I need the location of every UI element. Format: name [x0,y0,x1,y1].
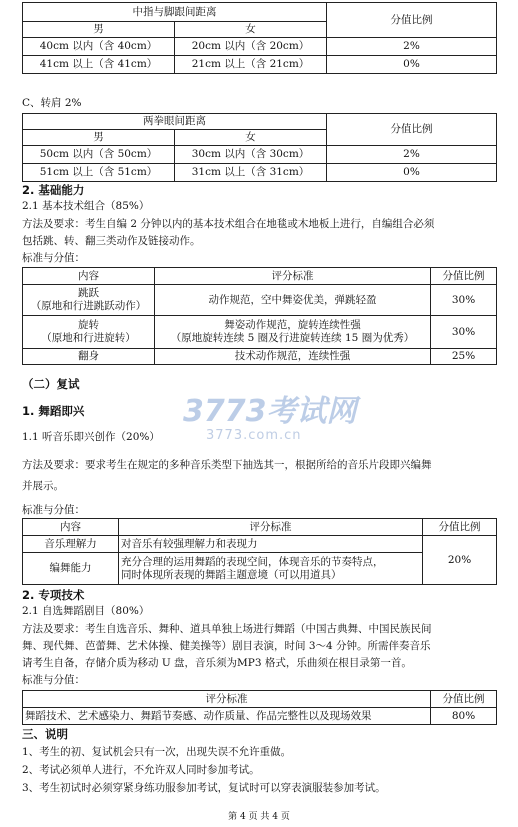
table-cell-content [23,285,155,316]
table-cell-standard: 对音乐有较强理解力和表现力 [119,536,423,553]
table-cell-standard: 舞蹈技术、艺术感染力、舞蹈节奏感、动作质量、作品完整性以及现场效果 [23,708,431,725]
table-title: 中指与脚跟间距离 [23,3,327,22]
note-item: 1、考生的初、复试机会只有一次，出现失误不允许重做。 [22,746,292,758]
table-cell: 2% [327,146,497,164]
column-header-ratio: 分值比例 [431,691,497,708]
column-header-ratio: 分值比例 [327,114,497,146]
paragraph-line: 方法及要求：要求考生在规定的多种音乐类型下抽选其一，根据所给的音乐片段即兴编舞 [22,459,432,471]
table-cell-standard: 技术动作规范，连续性强 [155,349,431,365]
table-cell: 0% [327,56,497,74]
table-cell-standard: 动作规范，空中舞姿优美，弹跳轻盈 [155,285,431,316]
column-header-ratio: 分值比例 [431,268,497,285]
table-distance-fists [22,113,497,182]
page-footer: 第 4 页 共 4 页 [228,812,290,822]
table-cell: 20cm 以内（含 20cm） [175,38,327,56]
table-improvisation [22,518,497,585]
table-cell-content: 编舞能力 [23,553,119,585]
column-header-content: 内容 [23,268,155,285]
table-cell: 21cm 以上（含 21cm） [175,56,327,74]
table-cell: 31cm 以上（含 31cm） [175,164,327,182]
watermark-logo: 3773考试网 [183,394,357,429]
table-cell: 0% [327,164,497,182]
table-cell: 51cm 以上（含 51cm） [23,164,175,182]
cell-line: （原地和行进旋转） [41,332,136,344]
subsection-title: 2.1 基本技术组合（85%） [22,200,150,212]
cell-line: 充分合理的运用舞蹈的表现空间，体现音乐的节奏特点， [121,555,384,568]
column-header-female: 女 [175,130,327,146]
column-header-standard: 评分标准 [119,519,423,536]
table-cell-content: 音乐理解力 [23,536,119,553]
section-heading: （二）复试 [22,377,80,391]
column-header-content: 内容 [23,519,119,536]
table-cell-content: 翻身 [23,349,155,365]
section-c-label: C、转肩 2% [22,97,82,109]
paragraph-line: 并展示。 [22,480,64,492]
column-header-ratio: 分值比例 [327,3,497,38]
note-item: 2、考试必须单人进行，不允许双人同时参加考试。 [22,764,260,776]
table-repertoire [22,690,497,725]
cell-line: （原地和行进跳跃动作） [30,300,147,312]
table-cell-ratio: 25% [431,349,497,365]
table-cell-standard [119,553,423,585]
column-header-male: 男 [23,22,175,38]
paragraph-line: 舞、现代舞、芭蕾舞、艺术体操、健美操等）剧目表演，时间 3～4 分钟。所需伴奏音乐 [22,640,431,652]
cell-line: 跳跃 [78,287,99,299]
table-cell-ratio: 30% [431,285,497,316]
column-header-male: 男 [23,130,175,146]
table-cell-ratio: 20% [423,536,497,585]
table-cell-content [23,316,155,349]
section-heading: 2. 专项技术 [22,588,85,602]
table-cell: 2% [327,38,497,56]
watermark-url: 3773.com.cn [206,428,302,443]
column-header-standard: 评分标准 [155,268,431,285]
paragraph-line: 请考生自备，存储介质为移动 U 盘，音乐须为MP3 格式，乐曲须在根目录第一首。 [22,657,412,669]
table-cell: 40cm 以内（含 40cm） [23,38,175,56]
cell-line: 同时体现所表现的舞蹈主题意境（可以用道具） [121,568,342,581]
column-header-standard: 评分标准 [23,691,431,708]
cell-line: 旋转 [78,319,99,331]
section-heading: 2. 基础能力 [22,183,85,197]
score-label: 标准与分值： [22,504,85,516]
table-cell-ratio: 80% [431,708,497,725]
table-distance-finger-heel [22,2,497,74]
column-header-ratio: 分值比例 [423,519,497,536]
cell-line: （原地旋转连续 5 圈及行进旋转连续 15 圈为优秀） [170,332,415,344]
table-cell: 50cm 以内（含 50cm） [23,146,175,164]
table-title: 两拳眼间距离 [23,114,327,130]
table-cell: 41cm 以上（含 41cm） [23,56,175,74]
section-heading: 1. 舞蹈即兴 [22,404,85,418]
score-label: 标准与分值： [22,252,85,264]
table-cell-ratio: 30% [431,316,497,349]
score-label: 标准与分值： [22,674,85,686]
table-cell: 30cm 以内（含 30cm） [175,146,327,164]
section-heading: 三、说明 [22,727,68,741]
note-item: 3、考生初试时必须穿紧身练功服参加考试，复试时可以穿表演服装参加考试。 [22,782,386,794]
subsection-title: 1.1 听音乐即兴创作（20%） [22,431,160,443]
table-basic-skills [22,267,497,365]
subsection-title: 2.1 自选舞蹈剧目（80%） [22,605,150,617]
table-cell-standard [155,316,431,349]
cell-line: 舞姿动作规范，旋转连续性强 [224,319,361,331]
column-header-female: 女 [175,22,327,38]
paragraph-line: 方法及要求：考生自选音乐、舞种、道具单独上场进行舞蹈（中国古典舞、中国民族民间 [22,623,432,635]
paragraph-line: 方法及要求：考生自编 2 分钟以内的基本技术组合在地毯或木地板上进行，自编组合必须 [22,218,435,230]
paragraph-line: 包括跳、转、翻三类动作及链接动作。 [22,235,201,247]
